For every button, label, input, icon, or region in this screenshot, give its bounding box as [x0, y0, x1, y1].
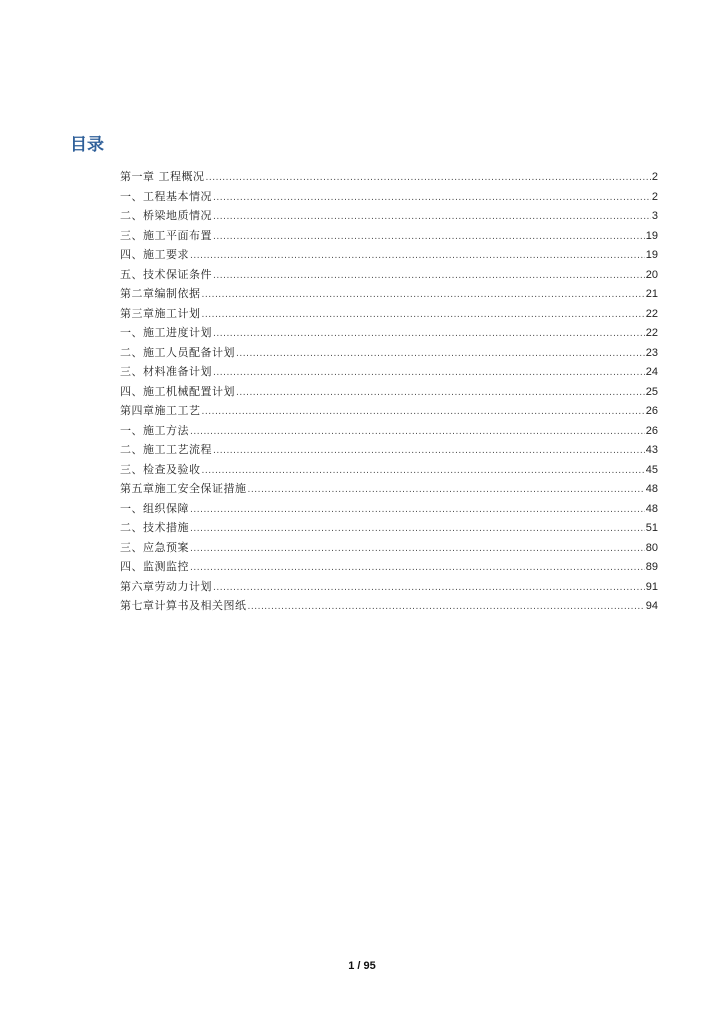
toc-entry[interactable]: [120, 460, 658, 480]
toc-entry-page: 20: [645, 268, 658, 281]
toc-entry[interactable]: [120, 343, 658, 363]
toc-entry-page: 48: [645, 502, 658, 515]
toc-entry-text: 三、施工平面布置: [120, 228, 212, 242]
toc-entry-text: 三、材料准备计划: [120, 365, 212, 378]
toc-entry-page: 3: [651, 210, 658, 222]
toc-entry-page: 89: [645, 561, 658, 573]
toc-leader: [213, 208, 651, 228]
toc-leader: [213, 228, 645, 248]
toc-entry[interactable]: [120, 362, 658, 382]
toc-entry-page: 21: [645, 288, 658, 300]
toc-leader: [202, 286, 645, 306]
toc-leader: [248, 598, 645, 618]
toc-entry-text: 二、技术措施: [120, 521, 189, 534]
toc-entry[interactable]: [120, 479, 658, 499]
toc-entry-page: 24: [645, 366, 658, 378]
toc-leader: [213, 442, 645, 462]
toc-leader: [213, 325, 645, 345]
toc-entry-text: 第五章施工安全保证措施: [120, 482, 247, 495]
toc-entry-page: 22: [645, 327, 658, 339]
toc-entry-page: 26: [645, 424, 658, 437]
toc-entry-text: 第一章 工程概况: [120, 170, 205, 183]
toc-leader: [190, 501, 645, 521]
toc-entry-text: 第七章计算书及相关图纸: [120, 599, 247, 612]
toc-leader: [213, 189, 651, 209]
toc-entry-text: 第二章编制依据: [120, 287, 201, 300]
toc-entry-text: 二、桥梁地质情况: [120, 209, 212, 222]
toc-entry[interactable]: [120, 265, 658, 285]
toc-leader: [190, 247, 645, 267]
toc-entry[interactable]: [120, 245, 658, 265]
toc-entry-text: 四、监测监控: [120, 560, 189, 573]
toc-entry-text: 第四章施工工艺: [120, 404, 201, 417]
toc-entry[interactable]: [120, 499, 658, 519]
toc-entry-text: 三、检查及验收: [120, 462, 201, 476]
toc-entry-page: 25: [645, 385, 658, 398]
toc-entry-text: 五、技术保证条件: [120, 267, 212, 281]
toc-entry-page: 19: [645, 249, 658, 261]
toc-leader: [190, 559, 645, 579]
toc-entry[interactable]: [120, 518, 658, 538]
toc-entry-page: 91: [645, 580, 658, 593]
toc-leader: [202, 306, 645, 326]
toc-entry[interactable]: [120, 401, 658, 421]
toc-entry-page: 23: [645, 346, 658, 359]
toc-leader: [236, 345, 645, 365]
toc-entry[interactable]: [120, 596, 658, 616]
toc-entry[interactable]: [120, 304, 658, 324]
toc-entry[interactable]: [120, 226, 658, 246]
toc-entry[interactable]: [120, 323, 658, 343]
toc-entry-page: 51: [645, 522, 658, 534]
toc-entry[interactable]: [120, 382, 658, 402]
toc-leader: [190, 423, 645, 443]
toc-entry-text: 三、应急预案: [120, 540, 189, 554]
toc-leader: [213, 579, 645, 599]
toc-entry-text: 一、施工进度计划: [120, 326, 212, 339]
toc-entry-page: 80: [645, 541, 658, 554]
toc-entry-text: 一、组织保障: [120, 501, 189, 515]
toc-entry[interactable]: [120, 167, 658, 187]
toc-entry-page: 2: [651, 190, 658, 203]
toc-leader: [236, 384, 645, 404]
toc-leader: [202, 462, 645, 482]
toc-entry-text: 一、施工方法: [120, 423, 189, 437]
toc-entry-page: 48: [645, 483, 658, 495]
toc-entry[interactable]: [120, 284, 658, 304]
toc-entry[interactable]: [120, 440, 658, 460]
toc-entry[interactable]: [120, 421, 658, 441]
toc-leader: [206, 169, 651, 189]
toc-entry[interactable]: [120, 538, 658, 558]
toc-leader: [202, 403, 645, 423]
toc-list: [120, 167, 658, 616]
toc-entry-text: 二、施工人员配备计划: [120, 345, 235, 359]
toc-leader: [190, 540, 645, 560]
toc-entry-page: 94: [645, 600, 658, 612]
toc-entry[interactable]: [120, 577, 658, 597]
toc-entry-text: 一、工程基本情况: [120, 189, 212, 203]
toc-entry-page: 45: [645, 463, 658, 476]
toc-entry[interactable]: [120, 557, 658, 577]
toc-entry-page: 22: [645, 307, 658, 320]
toc-entry-page: 19: [645, 229, 658, 242]
toc-leader: [248, 481, 645, 501]
toc-entry-text: 第六章劳动力计划: [120, 579, 212, 593]
toc-entry-text: 第三章施工计划: [120, 306, 201, 320]
toc-leader: [213, 267, 645, 287]
toc-entry-text: 四、施工要求: [120, 248, 189, 261]
page-number: 1 / 95: [348, 960, 376, 972]
toc-entry-text: 二、施工工艺流程: [120, 443, 212, 456]
toc-entry-text: 四、施工机械配置计划: [120, 384, 235, 398]
toc-entry[interactable]: [120, 206, 658, 226]
toc-leader: [190, 520, 645, 540]
toc-leader: [213, 364, 645, 384]
toc-entry[interactable]: [120, 187, 658, 207]
toc-entry-page: 26: [645, 405, 658, 417]
toc-entry-page: 2: [651, 171, 658, 183]
toc-entry-page: 43: [645, 444, 658, 456]
toc-title: 目录: [70, 135, 104, 155]
